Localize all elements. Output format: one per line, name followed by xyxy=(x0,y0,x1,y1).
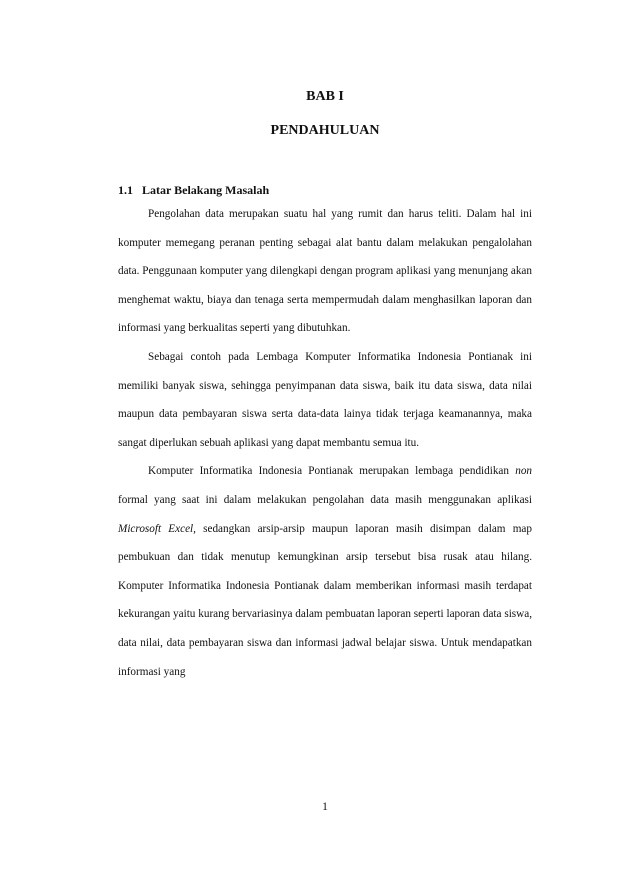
paragraph-1: Pengolahan data merupakan suatu hal yang rumit dan harus teliti. Dalam hal ini komputer memegang peranan penting sebagai alat bantu dalam melakukan pengalolahan data. Penggunaan komputer yang dilengkapi dengan program aplikasi yang menunjang akan menghemat waktu, biaya dan tenaga serta mempermudah dalam menghasilkan laporan dan informasi yang berkualitas seperti yang dibutuhkan. xyxy=(118,208,532,335)
paragraph-3-text-b: formal yang saat ini dalam melakukan pengolahan data masih menggunakan aplikasi xyxy=(118,493,532,506)
paragraph-3 xyxy=(118,457,532,686)
paragraph-3-text-c: sedangkan arsip-arsip maupun laporan masih disimpan dalam map pembukuan dan tidak menutup kemungkinan arsip tersebut bisa rusak atau hilang. Komputer Informatika Indonesia Pontianak dalam memberikan informasi masih terdapat kekurangan yaitu kurang bervariasinya dalam pembuatan laporan seperti laporan data siswa, data nilai, data pembayaran siswa dan informasi jadwal belajar siswa. Untuk mendapatkan informasi yang xyxy=(118,522,532,678)
section-heading xyxy=(118,183,269,198)
section-title: Latar Belakang Masalah xyxy=(142,183,270,197)
page-number: 1 xyxy=(322,801,328,813)
body-text xyxy=(118,200,532,686)
paragraph-3-italic-microsoft-excel: Microsoft Excel, xyxy=(118,522,196,535)
paragraph-3-text-a: Komputer Informatika Indonesia Pontianak merupakan lembaga pendidikan xyxy=(148,465,516,478)
paragraph-3-italic-non: non xyxy=(515,465,532,478)
paragraph-2: Sebagai contoh pada Lembaga Komputer Informatika Indonesia Pontianak ini memiliki banyak siswa, sehingga penyimpanan data siswa, baik itu data siswa, data nilai maupun data pembayaran siswa serta data-data lainya tidak terjaga keamanannya, maka sangat diperlukan sebuah aplikasi yang dapat membantu semua itu. xyxy=(118,350,532,449)
chapter-number: BAB I xyxy=(306,89,344,104)
section-number: 1.1 xyxy=(118,183,133,197)
chapter-title: PENDAHULUAN xyxy=(270,123,380,138)
